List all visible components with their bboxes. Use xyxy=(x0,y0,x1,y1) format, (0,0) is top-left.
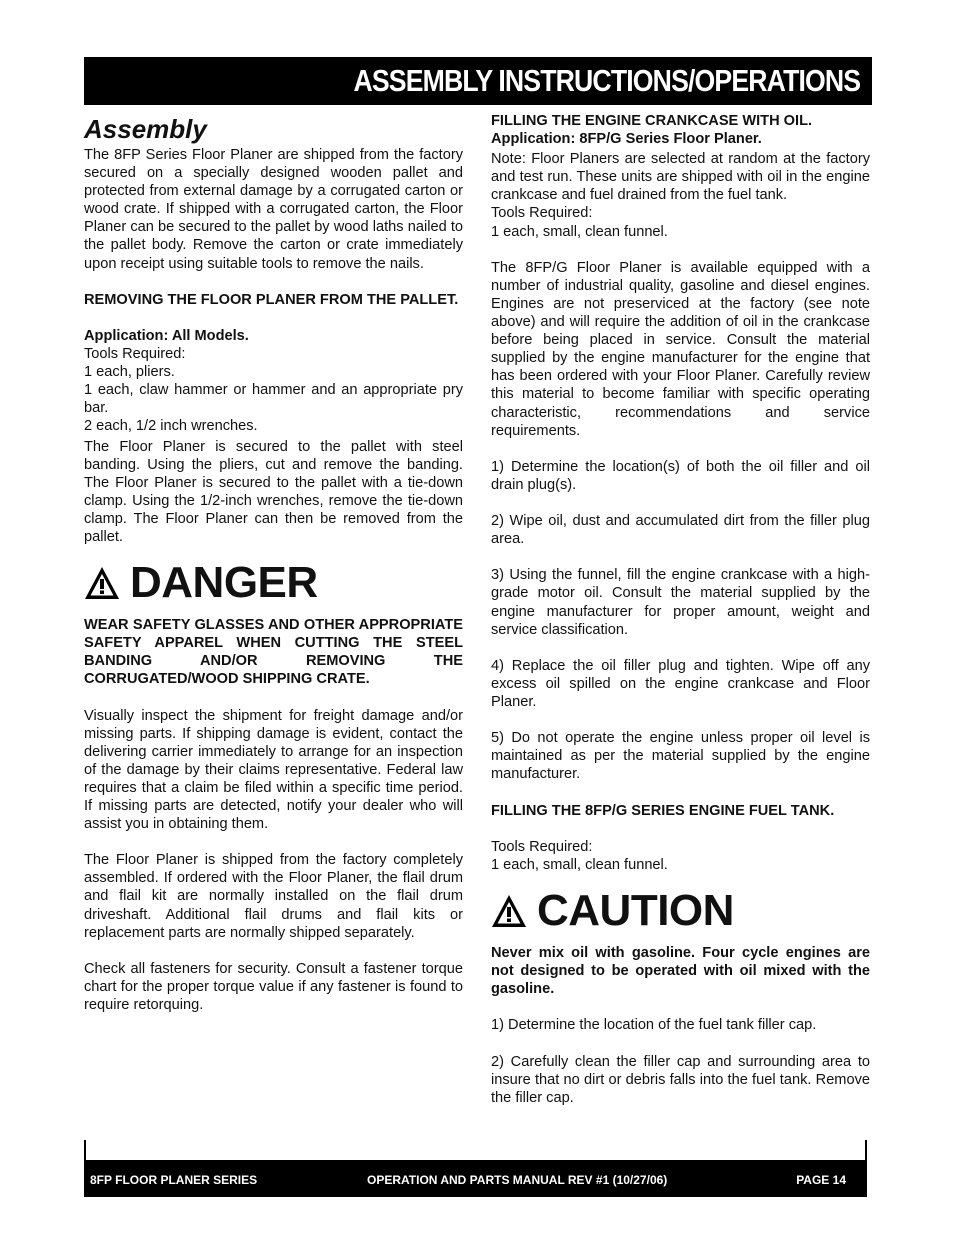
caution-label: CAUTION xyxy=(537,885,734,935)
footer-series: 8FP FLOOR PLANER SERIES xyxy=(90,1173,258,1187)
page-header xyxy=(84,57,872,105)
tools-required-label: Tools Required: xyxy=(491,838,593,855)
tool-item: 1 each, small, clean funnel. xyxy=(491,856,668,873)
fastener-paragraph: Check all fasteners for security. Consult a fastener torque chart for the proper torque value if any fastener is found to require retorquing. xyxy=(84,960,463,1014)
caution-text: Never mix oil with gasoline. Four cycle engines are not designed to be operated with oil mixed with the gasoline. xyxy=(491,944,870,998)
fuel-heading: FILLING THE 8FP/G SERIES ENGINE FUEL TANK. xyxy=(491,802,835,819)
intro-paragraph: The 8FP Series Floor Planer are shipped from the factory secured on a specially designed wooden pallet and protected from external damage by a corrugated carton or wood crate. If shipped with a corrugated carton, the Floor Planer can be secured to the pallet by wood laths nailed to the pallet body. Remove the carton or crate immediately upon receipt using suitable tools to remove the nails. xyxy=(84,147,463,272)
caution-banner xyxy=(491,885,870,935)
danger-text: WEAR SAFETY GLASSES AND OTHER APPROPRIATE SAFETY APPAREL WHEN CUTTING THE STEEL BANDING AND/OR REMOVING THE CORRUGATED/WOOD SHIPPING CRATE. xyxy=(84,617,463,688)
footer-manual: OPERATION AND PARTS MANUAL REV #1 (10/27/06) xyxy=(367,1173,668,1187)
tool-item: 1 each, claw hammer or hammer and an appropriate pry bar. xyxy=(84,382,463,417)
oil-heading: FILLING THE ENGINE CRANKCASE WITH OIL. xyxy=(491,113,813,129)
oil-application: Application: 8FP/G Series Floor Planer. xyxy=(491,131,762,148)
oil-step: 3) Using the funnel, fill the engine crankcase with a high-grade motor oil. Consult the material supplied by the engine manufacturer for proper amount, weight and service classification. xyxy=(491,567,870,638)
footer-right-rule xyxy=(865,1140,867,1160)
tool-item: 1 each, pliers. xyxy=(84,364,175,381)
fuel-step: 2) Carefully clean the filler cap and surrounding area to insure that no dirt or debris falls into the fuel tank. Remove the filler cap. xyxy=(491,1053,870,1106)
tools-required-label: Tools Required: xyxy=(491,205,593,222)
tool-item: 2 each, 1/2 inch wrenches. xyxy=(84,418,258,435)
warning-triangle-icon xyxy=(84,565,120,601)
fuel-step: 1) Determine the location of the fuel tank filler cap. xyxy=(491,1017,817,1034)
danger-label: DANGER xyxy=(130,558,318,608)
danger-banner xyxy=(84,560,463,606)
application-label: Application: All Models. xyxy=(84,327,249,344)
removing-paragraph: The Floor Planer is secured to the pallet with steel banding. Using the pliers, cut and remove the banding. The Floor Planer is secured to the pallet with a tie-down clamp. Using the 1/2-inch wrenches, remove the tie-down clamp. The Floor Planer can then be removed from the pallet. xyxy=(84,438,463,545)
footer-page-number: PAGE 14 xyxy=(796,1173,846,1187)
removing-heading: REMOVING THE FLOOR PLANER FROM THE PALLET. xyxy=(84,291,459,308)
tools-required-label: Tools Required: xyxy=(84,346,186,363)
right-column xyxy=(491,112,870,1107)
page-footer xyxy=(84,1160,867,1197)
oil-step: 4) Replace the oil filler plug and tighten. Wipe off any excess oil spilled on the engine crankcase and Floor Planer. xyxy=(491,657,870,710)
warning-triangle-icon xyxy=(491,893,527,929)
note-paragraph: Note: Floor Planers are selected at random at the factory and test run. These units are shipped with oil in the engine crankcase and fuel drained from the fuel tank. xyxy=(491,151,870,204)
assembled-paragraph: The Floor Planer is shipped from the factory completely assembled. If ordered with the Floor Planer, the flail drum and flail kit are normally installed on the flail drum driveshaft. Additional flail drums and flail kits or replacement parts are normally shipped separately. xyxy=(84,852,463,941)
inspect-paragraph: Visually inspect the shipment for freight damage and/or missing parts. If shipping damage is evident, contact the delivering carrier immediately to arrange for an inspection of the damage by their claims representative. Federal law requires that a claim be filed within a specific time period. If missing parts are detected, notify your dealer who will assist you in obtaining them. xyxy=(84,707,463,833)
engine-paragraph: The 8FP/G Floor Planer is available equipped with a number of industrial quality, gasoline and diesel engines. Engines are not preserviced at the factory (see note above) and will require the addition of oil in the crankcase before being placed in service. Consult the material supplied by the engine manufacturer for the engine that has been ordered with your Floor Planer. Carefully review this material to become familiar with specific operating characteristic, recommendations and service requirements. xyxy=(491,259,870,439)
section-title: Assembly xyxy=(84,114,207,144)
oil-step: 2) Wipe oil, dust and accumulated dirt from the filler plug area. xyxy=(491,513,870,548)
oil-step: 1) Determine the location(s) of both the oil filler and oil drain plug(s). xyxy=(491,458,870,493)
tool-item: 1 each, small, clean funnel. xyxy=(491,223,668,240)
footer-left-rule xyxy=(84,1140,86,1160)
page-header-title: ASSEMBLY INSTRUCTIONS/OPERATIONS xyxy=(353,63,860,98)
left-column xyxy=(84,112,463,1014)
oil-step: 5) Do not operate the engine unless proper oil level is maintained as per the material supplied by the engine manufacturer. xyxy=(491,730,870,783)
